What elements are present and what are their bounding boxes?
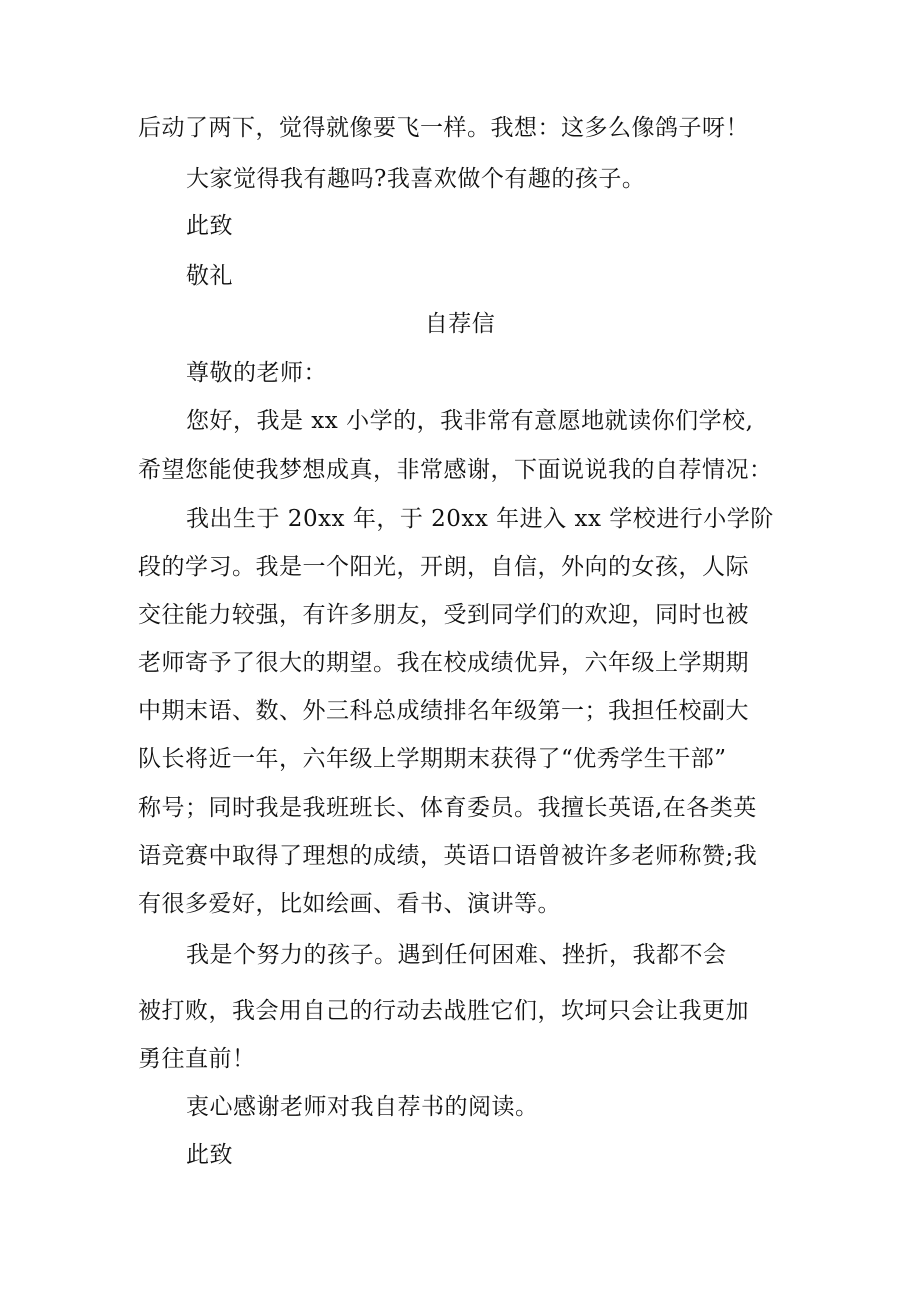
paragraph-line: 我出生于 20xx 年，于 20xx 年进入 xx 学校进行小学阶 — [186, 506, 774, 532]
thanks-line: 衷心感谢老师对我自荐书的阅读。 — [186, 1094, 539, 1120]
salutation: 尊敬的老师： — [186, 360, 327, 386]
paragraph-line: 我是个努力的孩子。遇到任何困难、挫折，我都不会 — [186, 942, 727, 968]
paragraph-line: 段的学习。我是一个阳光，开朗，自信，外向的女孩，人际 — [138, 554, 749, 580]
paragraph-line: 语竞赛中取得了理想的成绩，英语口语曾被许多老师称赞;我 — [138, 843, 758, 869]
text-line: 后动了两下，觉得就像要飞一样。我想：这多么像鸽子呀！ — [138, 115, 749, 141]
paragraph-line: 交往能力较强，有许多朋友，受到同学们的欢迎，同时也被 — [138, 602, 749, 628]
closing-text: 敬礼 — [186, 263, 233, 289]
letter-title: 自荐信 — [424, 311, 496, 337]
closing-text: 此致 — [186, 213, 233, 239]
paragraph-line: 勇往直前！ — [138, 1046, 256, 1072]
paragraph-line: 被打败，我会用自己的行动去战胜它们，坎坷只会让我更加 — [138, 998, 749, 1024]
text-line: 大家觉得我有趣吗?我喜欢做个有趣的孩子。 — [186, 166, 646, 192]
paragraph-line: 老师寄予了很大的期望。我在校成绩优异，六年级上学期期 — [138, 650, 749, 676]
paragraph-line: 有很多爱好，比如绘画、看书、演讲等。 — [138, 891, 561, 917]
paragraph-line: 队长将近一年，六年级上学期期末获得了“优秀学生干部” — [138, 746, 727, 772]
closing-text: 此致 — [186, 1142, 233, 1168]
paragraph-line: 称号；同时我是我班班长、体育委员。我擅长英语,在各类英 — [138, 795, 757, 821]
paragraph-line: 希望您能使我梦想成真，非常感谢，下面说说我的自荐情况： — [138, 457, 773, 483]
paragraph-line: 中期末语、数、外三科总成绩排名年级第一；我担任校副大 — [138, 698, 749, 724]
paragraph-line: 您好，我是 xx 小学的，我非常有意愿地就读你们学校, — [186, 408, 754, 434]
